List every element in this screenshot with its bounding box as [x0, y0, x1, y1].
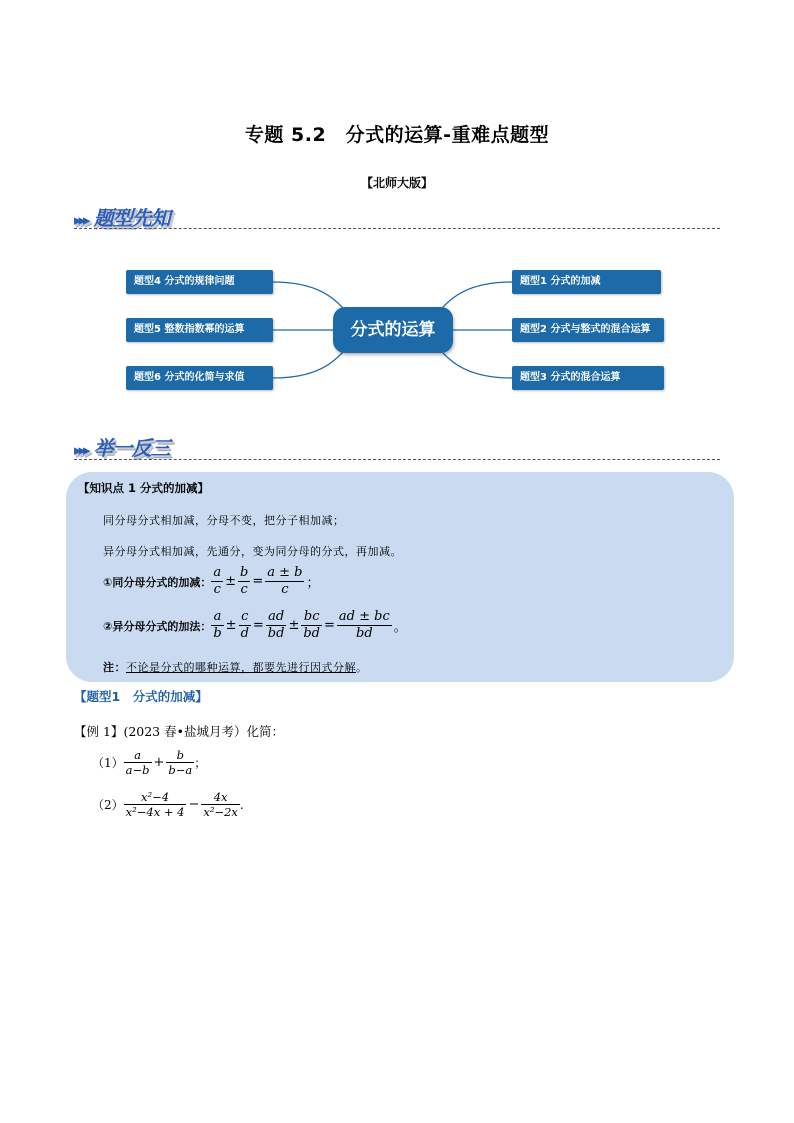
rule1-label: ①同分母分式的加减：: [103, 575, 212, 589]
fraction: $\frac{a}{b}$: [213, 609, 222, 641]
mindmap-connectors: [0, 0, 794, 420]
problem-2: （2） $\frac{\text{x²−4}}{\text{x²−4x + 4}}$ − $\frac{4x}{\text{x²−2x}}$ .: [92, 790, 244, 819]
banner-text: 举一反三: [93, 436, 170, 460]
mindmap-node-topic-5: 题型5 整数指数幂的运算: [126, 318, 273, 342]
connector-right-1: [440, 282, 512, 310]
knowledge-line-2: 异分母分式相加减，先通分，变为同分母的分式，再加减。: [103, 545, 402, 558]
problem-1: （1） $\frac{a}{a-b}$ + $\frac{b}{b-a}$ ；: [92, 748, 207, 777]
fraction: $\frac{ad \pm bc}{bd}$: [338, 609, 390, 641]
knowledge-line-1: 同分母分式相加减，分母不变，把分子相加减；: [103, 514, 345, 527]
knowledge-title: 【知识点 1 分式的加减】: [78, 481, 210, 495]
fraction: $\frac{a \pm b}{c}$: [267, 565, 303, 597]
example-heading: [74, 722, 284, 740]
mindmap-center: 分式的运算: [333, 307, 453, 353]
connector-right-3: [440, 350, 512, 378]
arrows-icon: ▸▸▸: [74, 211, 88, 229]
rule-different-denominator: ②异分母分式的加法： $\frac{a}{b}$ ± $\frac{c}{d}$ = $\frac{ad}{bd}$ ± $\frac{bc}{bd}$ = $\frac{ad \pm bc}{bd}$ 。: [103, 609, 407, 641]
example-label: 【例 1】: [74, 724, 124, 739]
connector-left-1: [273, 282, 345, 310]
fraction: $\frac{\text{x²−4}}{\text{x²−4x + 4}}$: [125, 790, 185, 819]
arrows-icon: ▸▸▸: [74, 441, 88, 459]
mindmap-node-topic-3: 题型3 分式的混合运算: [512, 366, 664, 390]
fraction: $\frac{c}{d}$: [240, 609, 249, 641]
page-title: 专题 5.2 分式的运算-重难点题型: [244, 124, 550, 146]
edition-label: 【北师大版】: [360, 176, 433, 190]
fraction: $\frac{4x}{\text{x²−2x}}$: [203, 790, 238, 819]
knowledge-note: 注：不论是分式的哪种运算，都要先进行因式分解。: [103, 661, 368, 674]
mindmap-node-topic-1: 题型1 分式的加减: [512, 270, 661, 294]
dashed-divider: [74, 459, 720, 460]
fraction: $\frac{ad}{bd}$: [267, 609, 285, 641]
mindmap-node-topic-4: 题型4 分式的规律问题: [126, 270, 273, 294]
fraction: $\frac{b}{b-a}$: [168, 748, 193, 777]
banner-text: 题型先知: [93, 206, 170, 230]
section-title: 【题型1 分式的加减】: [74, 689, 208, 704]
rule2-label: ②异分母分式的加法：: [103, 619, 212, 633]
fraction: $\frac{a}{c}$: [213, 565, 222, 597]
fraction: $\frac{bc}{bd}$: [303, 609, 321, 641]
banner-practice: [74, 432, 170, 461]
mindmap-node-topic-6: 题型6 分式的化简与求值: [126, 366, 273, 390]
example-source: (2023 春•盐城月考）化简：: [123, 724, 284, 739]
rule-same-denominator: ①同分母分式的加减： $\frac{a}{c}$ ± $\frac{b}{c}$ = $\frac{a \pm b}{c}$ ；: [103, 565, 320, 597]
mindmap-node-topic-2: 题型2 分式与整式的混合运算: [512, 318, 664, 342]
fraction: $\frac{b}{c}$: [240, 565, 249, 597]
connector-left-3: [273, 350, 345, 378]
fraction: $\frac{a}{a-b}$: [125, 748, 150, 777]
